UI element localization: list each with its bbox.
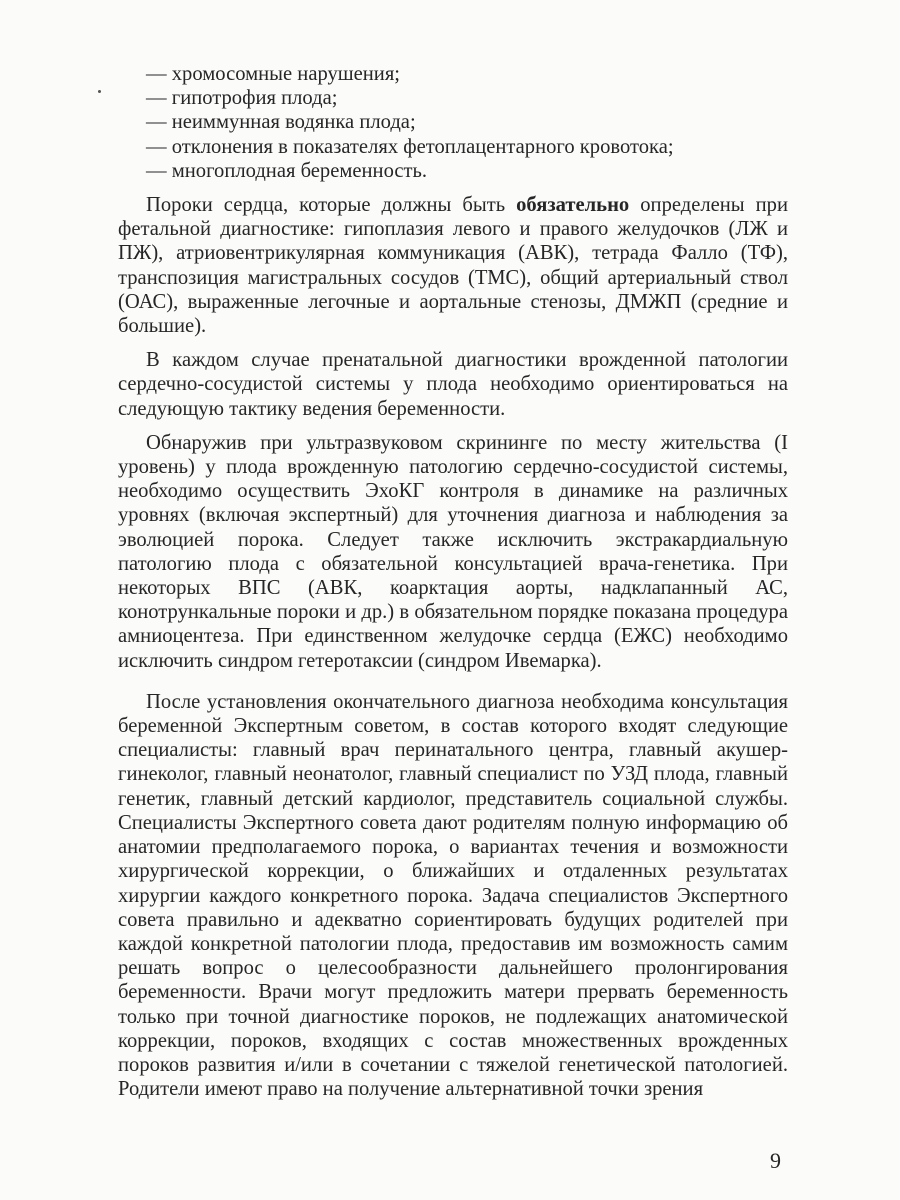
paragraph-heart-defects (118, 193, 788, 338)
page-body (118, 62, 788, 1101)
list-item: — неиммунная водянка плода; (146, 111, 416, 134)
page-number: 9 (770, 1148, 781, 1173)
list-item: — отклонения в показателях фетоплацентарного кровотока; (146, 135, 674, 158)
paragraph-screening: Обнаружив при ультразвуковом скрининге по месту жительства (I уровень) у плода врожденную патологию сердечно-сосудистой системы, необходимо осуществить ЭхоКГ контроля в динамике на различных уровнях (включая экспертный) для уточнения диагноза и наблюдения за эволюцией порока. Следует также исключить экстракардиальную патологию плода с обязательной консультацией врача-генетика. При некоторых ВПС (АВК, коарктация аорты, надклапанный АС, конотрункальные пороки и др.) в обязательном порядке показана процедура амниоцентеза. При единственном желудочке сердца (ЕЖС) необходимо исключить синдром гетеротаксии (синдром Ивемарка). (118, 431, 788, 672)
print-mark (98, 90, 101, 93)
paragraph-text: Пороки сердца, которые должны быть (146, 194, 517, 217)
paragraph-text: определены при фетальной диагностике: гипоплазия левого и правого желудочков (ЛЖ и ПЖ), атриовентрикулярная коммуникация (АВК), тетрада Фалло (ТФ), транспозиция магистральных сосудов (ТМС), общий артериальный ствол (ОАС), выраженные легочные и аортальные стенозы, ДМЖП (средние и большие). (118, 194, 788, 338)
indications-list (118, 62, 788, 183)
paragraph-expert-council: После установления окончательного диагноза необходима консультация беременной Экспертным советом, в состав которого входят следующие специалисты: главный врач перинатального центра, главный акушер-гинеколог, главный неонатолог, главный специалист по УЗД плода, главный генетик, главный детский кардиолог, представитель социальной службы. Специалисты Экспертного совета дают родителям полную информацию об анатомии предполагаемого порока, о вариантах течения и возможности хирургической коррекции, о ближайших и отдаленных результатах хирургии каждого конкретного порока. Задача специалистов Экспертного совета правильно и адекватно сориентировать будущих родителей при каждой конкретной патологии плода, предоставив им возможность самим решать вопрос о целесообразности дальнейшего пролонгирования беременности. Врачи могут предложить матери прервать беременность только при точной диагностике пороков, не подлежащих анатомической коррекции, пороков, входящих с состав множественных врожденных пороков развития и/или в сочетании с тяжелой генетической патологией. Родители имеют право на получение альтернативной точки зрения (118, 690, 788, 1101)
paragraph-tactics: В каждом случае пренатальной диагностики врожденной патологии сердечно-сосудистой системы у плода необходимо ориентироваться на следующую тактику ведения беременности. (118, 349, 788, 420)
list-item: — хромосомные нарушения; (146, 63, 401, 85)
list-item: — многоплодная беременность. (146, 159, 428, 182)
list-item: — гипотрофия плода; (146, 87, 338, 110)
emphasis-text: обязательно (516, 194, 630, 217)
